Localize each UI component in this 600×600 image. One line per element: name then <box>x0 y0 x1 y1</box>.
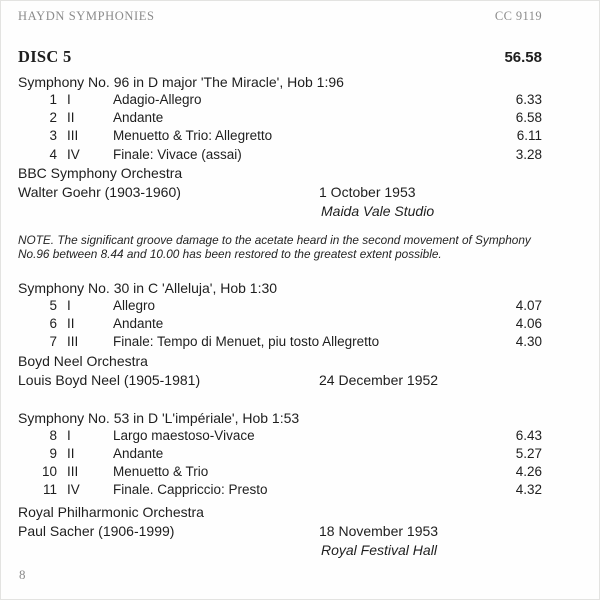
track-row <box>18 297 542 315</box>
symphony-section <box>18 74 542 221</box>
track-row <box>18 463 542 481</box>
movement-numeral: II <box>67 110 75 126</box>
track-row <box>18 333 542 351</box>
track-duration: 6.11 <box>516 128 542 144</box>
conductor-name: Paul Sacher (1906-1999) <box>18 523 175 540</box>
movement-title: Largo maestoso-Vivace <box>113 427 255 443</box>
track-duration: 3.28 <box>515 146 542 162</box>
track-row <box>18 481 542 499</box>
track-number: 7 <box>49 334 57 350</box>
movement-title: Finale: Tempo di Menuet, piu tosto Allegretto <box>113 334 380 350</box>
performers-block <box>18 352 542 390</box>
movement-title: Andante <box>113 445 164 461</box>
movement-numeral: I <box>67 298 71 313</box>
catalog-number: CC 9119 <box>494 9 542 23</box>
movement-numeral: III <box>67 128 79 144</box>
restoration-note: NOTE. The significant groove damage to the acetate heard in the second movement of Symphony No.96 between 8.44 and 10.00 has been restored to the greatest extent possible. <box>18 232 531 262</box>
track-row <box>18 427 542 445</box>
track-duration: 5.27 <box>515 445 542 461</box>
track-number: 2 <box>49 110 57 126</box>
track-number: 3 <box>49 128 57 144</box>
symphony-section <box>18 410 542 561</box>
symphony-heading: Symphony No. 30 in C 'Alleluja', Hob 1:30 <box>18 280 278 296</box>
track-duration: 4.07 <box>515 298 542 313</box>
track-duration: 4.06 <box>515 316 542 332</box>
track-number: 10 <box>41 464 57 480</box>
symphony-section <box>18 280 542 390</box>
movement-title: Menuetto & Trio: Allegretto <box>113 128 273 144</box>
recording-date: 1 October 1953 <box>319 183 416 200</box>
page-content <box>1 1 599 560</box>
movement-numeral: IV <box>67 146 80 162</box>
track-row <box>18 445 542 463</box>
movement-numeral: III <box>67 334 79 350</box>
recording-date: 18 November 1953 <box>319 523 439 540</box>
track-duration: 4.32 <box>515 482 542 498</box>
disc-header <box>18 47 542 67</box>
track-number: 6 <box>49 316 57 332</box>
page-number: 8 <box>19 567 26 582</box>
orchestra-name: Boyd Neel Orchestra <box>18 352 148 369</box>
track-duration: 4.26 <box>515 464 542 480</box>
track-row <box>18 315 542 333</box>
movement-title: Finale: Vivace (assai) <box>113 146 242 162</box>
movement-title: Menuetto & Trio <box>113 464 209 480</box>
track-duration: 4.30 <box>515 334 542 350</box>
conductor-name: Walter Goehr (1903-1960) <box>18 183 181 200</box>
album-title: HAYDN SYMPHONIES <box>18 9 155 23</box>
movement-numeral: III <box>67 464 79 480</box>
track-duration: 6.58 <box>515 110 542 126</box>
track-duration: 6.33 <box>515 92 542 107</box>
movement-numeral: II <box>67 316 75 332</box>
movement-numeral: I <box>67 92 71 107</box>
conductor-row <box>18 371 542 390</box>
orchestra-name: Royal Philharmonic Orchestra <box>18 504 204 521</box>
movement-numeral: IV <box>67 482 80 498</box>
disc-label: DISC 5 <box>18 47 72 66</box>
track-duration: 6.43 <box>515 427 542 443</box>
track-row <box>18 109 542 127</box>
movement-title: Andante <box>113 316 164 332</box>
performers-block <box>18 164 542 221</box>
track-number: 1 <box>49 92 57 107</box>
recording-venue: Maida Vale Studio <box>321 202 435 219</box>
track-number: 5 <box>49 298 57 313</box>
conductor-name: Louis Boyd Neel (1905-1981) <box>18 371 201 388</box>
track-row <box>18 146 542 164</box>
disc-total-duration: 56.58 <box>504 49 542 66</box>
track-number: 8 <box>49 427 57 443</box>
movement-title: Allegro <box>113 298 156 313</box>
movement-numeral: II <box>67 445 75 461</box>
symphony-heading: Symphony No. 96 in D major 'The Miracle', Hob 1:96 <box>18 74 344 90</box>
movement-title: Adagio-Allegro <box>113 92 202 107</box>
masthead <box>18 9 542 24</box>
orchestra-name: BBC Symphony Orchestra <box>18 164 183 181</box>
track-number: 4 <box>49 146 57 162</box>
recording-venue: Royal Festival Hall <box>321 542 437 559</box>
track-number: 11 <box>42 482 57 498</box>
track-row <box>18 91 542 109</box>
conductor-row <box>18 183 542 202</box>
track-row <box>18 127 542 145</box>
movement-title: Andante <box>113 110 164 126</box>
track-number: 9 <box>49 445 57 461</box>
symphony-heading: Symphony No. 53 in D 'L'impériale', Hob 1:53 <box>18 409 300 426</box>
performers-block <box>18 503 542 560</box>
recording-date: 24 December 1952 <box>319 371 439 388</box>
movement-numeral: I <box>67 427 71 443</box>
movement-title: Finale. Cappriccio: Presto <box>113 482 268 498</box>
conductor-row <box>18 522 542 541</box>
